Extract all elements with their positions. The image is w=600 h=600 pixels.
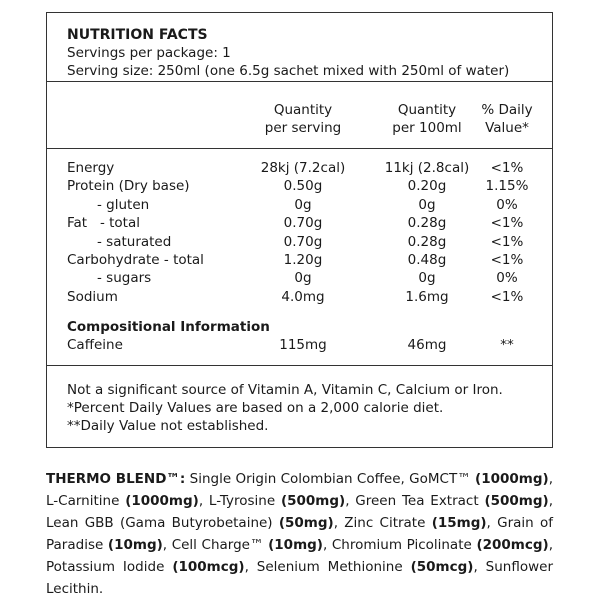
ingredient-text: , Chromium Picolinate [322,537,477,553]
row-per-100ml: 11kj (2.8cal) [384,160,470,176]
ingredient-text: , L-Tyrosine [198,493,281,509]
row-daily-value: <1% [490,160,524,176]
footnotes [67,381,503,435]
nutrition-facts-panel [46,12,553,448]
divider-top [47,81,552,82]
row-per-100ml: 0.20g [407,178,447,194]
footnote-dv-not-established: **Daily Value not established. [67,418,269,434]
panel-header [47,13,552,80]
divider-notes [47,365,552,366]
row-daily-value: 1.15% [485,178,529,194]
ingredient-text: , Grain of Paradise [46,515,553,553]
row-per-100ml: 0.28g [407,215,447,231]
row-per-serving: 115mg [279,337,327,353]
blend-ingredient-list [46,471,553,597]
row-daily-value: ** [500,337,514,353]
ingredient-quantity: (100mcg) [172,559,245,575]
row-protein [47,177,552,195]
blend-title: THERMO BLEND™: [46,471,186,487]
ingredient-quantity: (1000mg) [125,493,199,509]
ingredient-text: , Zinc Citrate [333,515,432,531]
row-label: Caffeine [67,337,123,353]
row-label: Sodium [67,289,118,305]
col-header-per-serving-line1: Quantity [273,102,333,118]
ingredient-text: , Green Tea Extract [345,493,485,509]
row-daily-value: 0% [496,197,518,213]
row-sugars [47,269,552,287]
row-energy [47,159,552,177]
row-fat-total [47,214,552,232]
row-daily-value: <1% [490,252,524,268]
row-label: - saturated [97,234,172,250]
servings-per-package: Servings per package: 1 [67,45,231,61]
panel-title: NUTRITION FACTS [67,27,208,43]
row-carbohydrate [47,251,552,269]
row-caffeine [47,336,552,354]
row-fat-saturated [47,233,552,251]
compositional-heading-row [47,318,552,336]
row-per-serving: 0g [294,197,312,213]
divider-headers [47,148,552,149]
ingredient-text: , Lean GBB (Gama Butyrobetaine) [46,493,553,531]
col-header-per-100ml-line2: per 100ml [392,120,462,136]
ingredient-text: , Cell Charge™ [162,537,269,553]
ingredient-text: , Selenium Methionine [244,559,411,575]
row-label: Fat - total [67,215,140,231]
footnote-percent-dv: *Percent Daily Values are based on a 2,000 calorie diet. [67,400,444,416]
ingredient-text: , Potassium Iodide [46,537,553,575]
ingredient-quantity: (200mcg) [476,537,549,553]
ingredient-quantity: (15mg) [431,515,487,531]
row-per-serving: 0.70g [283,215,323,231]
ingredient-quantity: (50mg) [278,515,334,531]
row-label: Energy [67,160,115,176]
row-daily-value: <1% [490,215,524,231]
ingredient-quantity: (50mcg) [410,559,474,575]
row-gluten [47,196,552,214]
row-daily-value: <1% [490,234,524,250]
row-sodium [47,288,552,306]
col-header-per-serving-line2: per serving [264,120,342,136]
compositional-heading: Compositional Information [67,319,270,335]
row-label: Protein (Dry base) [67,178,190,194]
row-per-100ml: 46mg [407,337,447,353]
row-daily-value: <1% [490,289,524,305]
ingredient-quantity: (10mg) [107,537,163,553]
row-per-100ml: 0.28g [407,234,447,250]
ingredient-quantity: (1000mg) [475,471,549,487]
col-header-per-serving [253,101,353,137]
footnote-vitamins: Not a significant source of Vitamin A, Vitamin C, Calcium or Iron. [67,382,503,398]
row-per-serving: 28kj (7.2cal) [260,160,346,176]
col-header-daily-value-line2: Value* [485,120,529,136]
row-per-serving: 0.50g [283,178,323,194]
col-header-per-100ml-line1: Quantity [397,102,457,118]
ingredient-quantity: (10mg) [268,537,323,553]
row-label: - gluten [97,197,150,213]
ingredient-quantity: (500mg) [280,493,346,509]
row-label: - sugars [97,270,152,286]
col-header-per-100ml [379,101,475,137]
serving-size: Serving size: 250ml (one 6.5g sachet mixed with 250ml of water) [67,63,510,79]
row-per-serving: 0.70g [283,234,323,250]
ingredient-text: , L-Carnitine [46,471,553,509]
row-daily-value: 0% [496,270,518,286]
row-per-100ml: 0.48g [407,252,447,268]
row-per-100ml: 1.6mg [405,289,449,305]
ingredient-quantity: (500mg) [484,493,549,509]
row-per-100ml: 0g [418,197,436,213]
row-label: Carbohydrate - total [67,252,204,268]
row-per-serving: 4.0mg [281,289,325,305]
thermo-blend-ingredients [46,468,553,600]
col-header-daily-value-line1: % Daily [481,102,533,118]
ingredient-text: Single Origin Colombian Coffee, GoMCT™ [185,471,476,487]
col-header-daily-value [467,101,547,137]
ingredient-text: , Sunflower Lecithin. [46,559,553,597]
row-per-serving: 1.20g [283,252,323,268]
row-per-100ml: 0g [418,270,436,286]
row-per-serving: 0g [294,270,312,286]
